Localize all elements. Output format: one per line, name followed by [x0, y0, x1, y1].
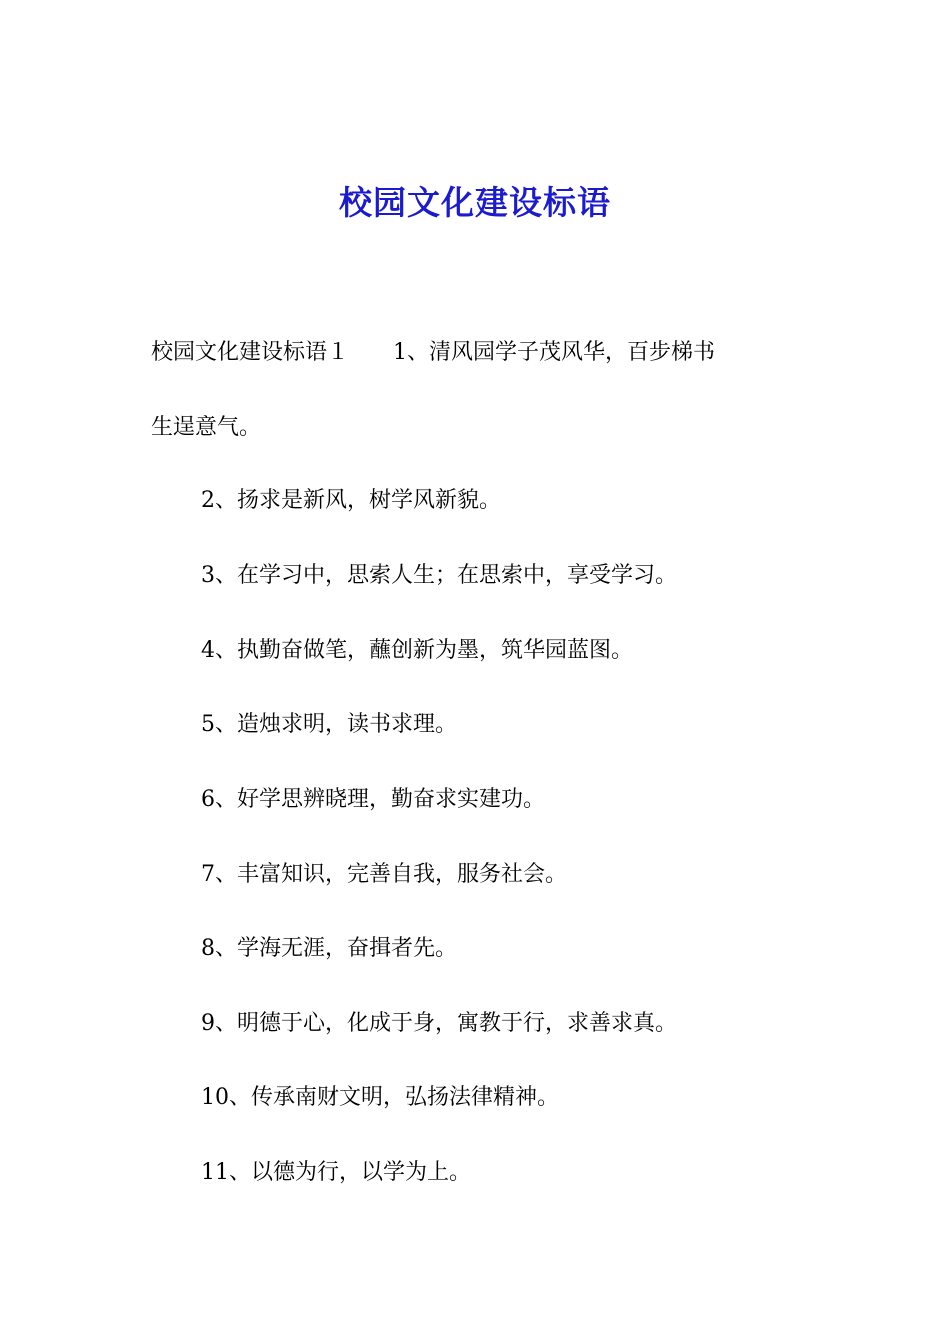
slogan-item-11: 11、以德为行，以学为上。	[201, 1160, 471, 1185]
slogan-item-10: 10、传承南财文明，弘扬法律精神。	[201, 1085, 559, 1110]
slogan-item-1-part-1: 1、清风园学子茂风华，百步梯书	[393, 340, 716, 365]
first-paragraph-line-1	[151, 334, 801, 371]
section-heading: 校园文化建设标语１	[151, 340, 350, 365]
slogan-item-1-part-2: 生逞意气。	[151, 415, 262, 440]
slogan-item-2: 2、扬求是新风，树学风新貌。	[201, 488, 501, 513]
page-title: 校园文化建设标语	[339, 183, 611, 222]
slogan-item-8: 8、学海无涯，奋揖者先。	[201, 936, 457, 961]
first-paragraph	[151, 334, 801, 446]
slogan-item-3: 3、在学习中，思索人生；在思索中，享受学习。	[201, 563, 677, 588]
slogan-item-7: 7、丰富知识，完善自我，服务社会。	[201, 862, 567, 887]
slogan-item-6: 6、好学思辨晓理，勤奋求实建功。	[201, 787, 545, 812]
slogan-item-5: 5、造烛求明，读书求理。	[201, 712, 457, 737]
slogan-item-4: 4、执勤奋做笔，蘸创新为墨，筑华园蓝图。	[201, 638, 633, 663]
slogan-item-9: 9、明德于心，化成于身，寓教于行，求善求真。	[201, 1011, 677, 1036]
